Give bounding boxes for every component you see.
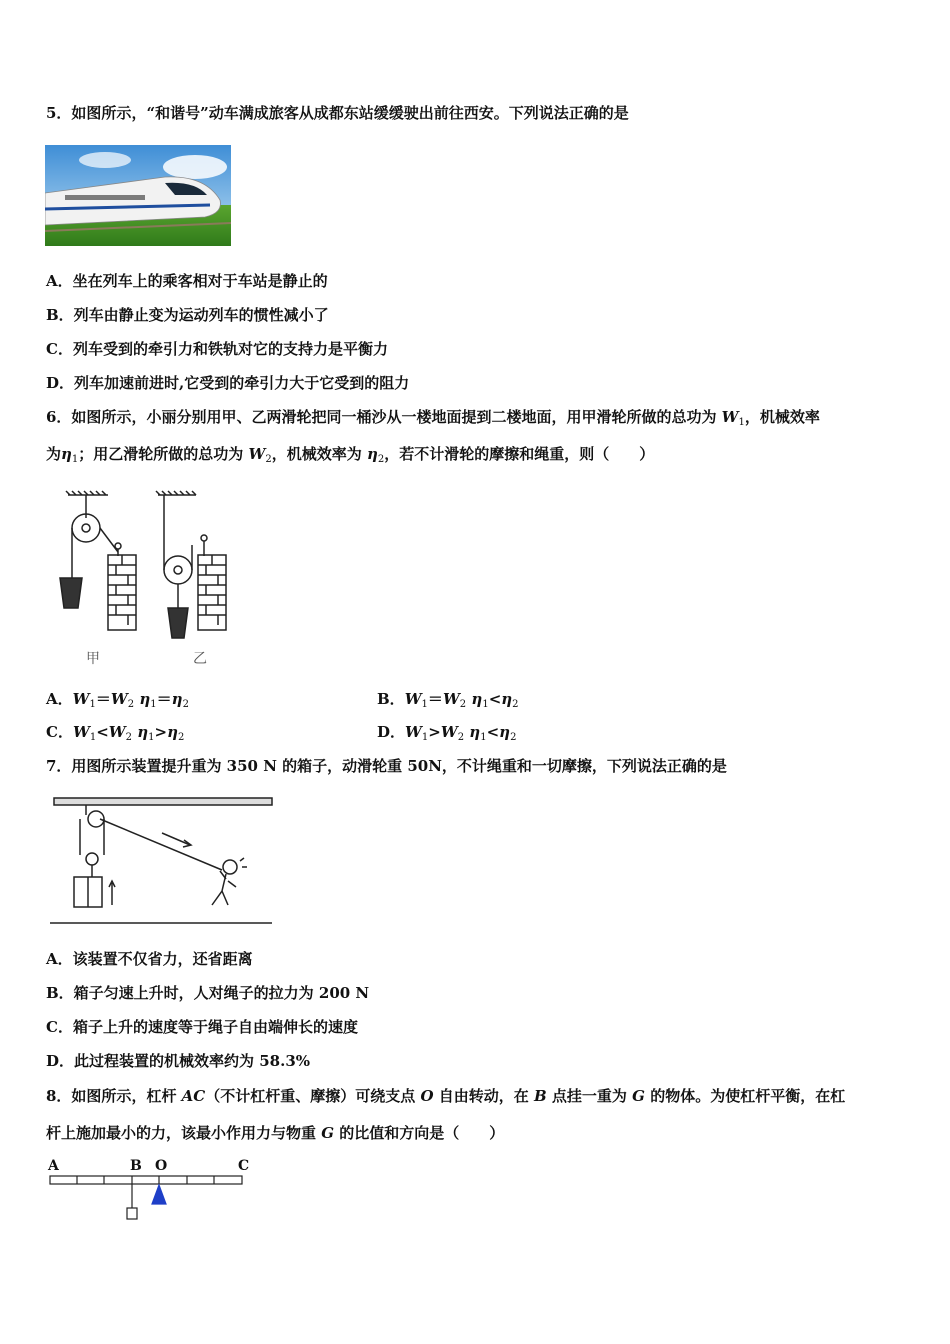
- label-jia: 甲: [86, 651, 100, 667]
- q7-option-d: D．此过程装置的机械效率约为 58.3%: [46, 1052, 311, 1070]
- q7-option-a: A．该装置不仅省力，还省距离: [46, 950, 253, 968]
- pulley-person-figure: [50, 795, 280, 930]
- q7-option-b: B．箱子匀速上升时，人对绳子的拉力为 200 N: [46, 984, 370, 1002]
- q6-stem-line2: 为$\eta_1$；用乙滑轮所做的总功为 $W_2$，机械效率为 $\eta_2$，若不计滑轮的摩擦和绳重，则（ ）: [46, 445, 655, 465]
- q6-option-a: A．$W_1=W_2$ $\eta_1=\eta_2$: [46, 690, 189, 710]
- train-photo: [45, 145, 231, 246]
- lever-label-a: A: [48, 1158, 59, 1174]
- q5-option-c: C．列车受到的牵引力和铁轨对它的支持力是平衡力: [46, 340, 388, 358]
- q5-option-d: D．列车加速前进时,它受到的牵引力大于它受到的阻力: [46, 374, 410, 392]
- label-yi: 乙: [193, 651, 207, 667]
- q8-stem-line1: 8．如图所示，杠杆 AC（不计杠杆重、摩擦）可绕支点 O 自由转动，在 B 点挂一重为 G 的物体。为使杠杆平衡，在杠: [46, 1087, 846, 1105]
- q7-stem: 7．用图所示装置提升重为 350 N 的箱子，动滑轮重 50N，不计绳重和一切摩擦，下列说法正确的是: [46, 757, 727, 775]
- q5-option-b: B．列车由静止变为运动列车的惯性减小了: [46, 306, 329, 324]
- pulley-figure-jia-yi: [46, 490, 236, 670]
- q6-stem-line1: 6．如图所示，小丽分别用甲、乙两滑轮把同一桶沙从一楼地面提到二楼地面，用甲滑轮所做的总功为 $W_1$，机械效率: [46, 408, 820, 428]
- q5-option-a: A．坐在列车上的乘客相对于车站是静止的: [46, 272, 328, 290]
- q6-option-c: C．$W_1<W_2$ $\eta_1>\eta_2$: [46, 723, 185, 743]
- lever-label-c: C: [238, 1158, 250, 1174]
- q5-stem: 5．如图所示，“和谐号”动车满成旅客从成都东站缓缓驶出前往西安。下列说法正确的是: [46, 104, 629, 122]
- lever-label-b: B: [130, 1158, 142, 1174]
- q6-option-b: B．$W_1=W_2$ $\eta_1<\eta_2$: [377, 690, 519, 710]
- q6-option-d: D．$W_1>W_2$ $\eta_1<\eta_2$: [377, 723, 517, 743]
- lever-label-o: O: [155, 1158, 168, 1174]
- lever-figure: [46, 1158, 256, 1228]
- q8-stem-line2: 杆上施加最小的力，该最小作用力与物重 G 的比值和方向是（ ）: [46, 1124, 505, 1142]
- q7-option-c: C．箱子上升的速度等于绳子自由端伸长的速度: [46, 1018, 358, 1036]
